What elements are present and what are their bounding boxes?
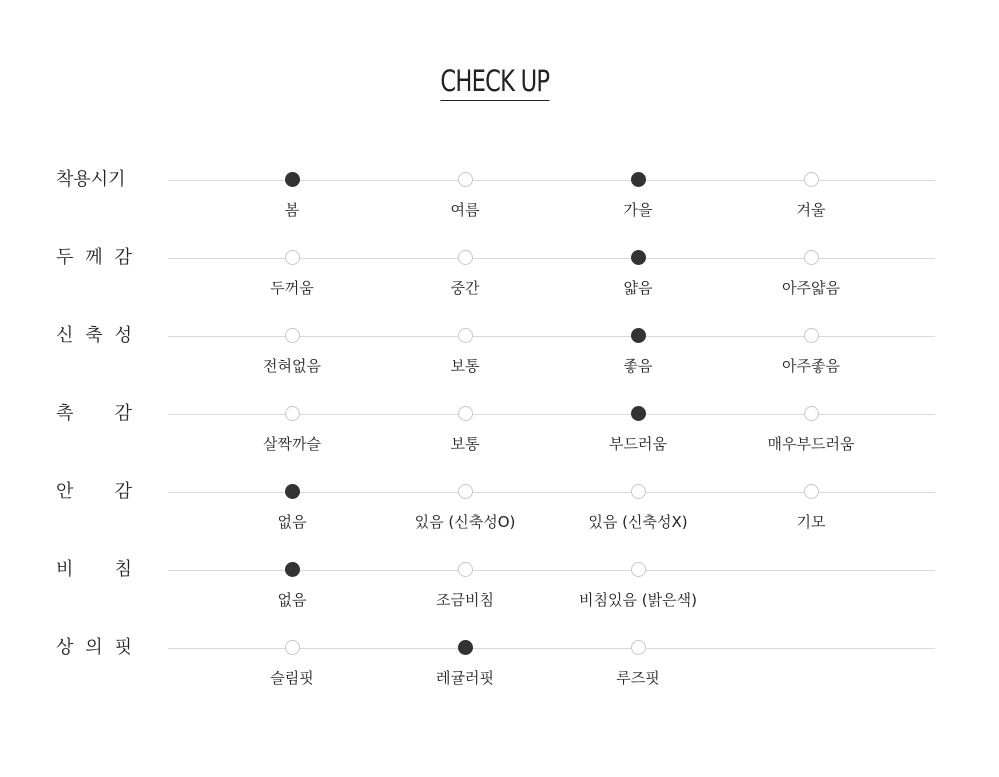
check-option xyxy=(212,640,372,688)
option-label: 보통 xyxy=(450,357,480,375)
check-option xyxy=(212,562,372,610)
option-label: 없음 xyxy=(277,513,307,531)
row-label xyxy=(56,168,132,192)
selected-dot-icon xyxy=(631,328,646,343)
check-option xyxy=(212,328,372,376)
check-option xyxy=(385,484,545,532)
unselected-dot-icon xyxy=(458,406,473,421)
check-option xyxy=(731,406,891,454)
row-label xyxy=(56,636,132,660)
option-label: 봄 xyxy=(284,201,300,219)
row-label-char: 성 xyxy=(114,325,132,346)
check-option xyxy=(558,250,718,298)
option-label: 여름 xyxy=(450,201,480,219)
selected-dot-icon xyxy=(285,172,300,187)
option-label: 루즈핏 xyxy=(616,669,660,687)
row-label-char: 의 xyxy=(85,637,103,658)
check-option xyxy=(385,172,545,220)
unselected-dot-icon xyxy=(804,250,819,265)
option-label: 매우부드러움 xyxy=(767,435,855,453)
unselected-dot-icon xyxy=(804,484,819,499)
row-label xyxy=(56,402,132,426)
check-option xyxy=(385,640,545,688)
option-label: 얇음 xyxy=(623,279,653,297)
option-label: 좋음 xyxy=(623,357,653,375)
option-label: 아주얇음 xyxy=(782,279,840,297)
check-option xyxy=(731,172,891,220)
unselected-dot-icon xyxy=(458,250,473,265)
checkup-row xyxy=(0,169,999,240)
row-label-char: 착용시기 xyxy=(56,169,126,190)
option-label: 가을 xyxy=(623,201,653,219)
checkup-row xyxy=(0,637,999,708)
row-label-char: 비 xyxy=(56,559,74,580)
check-option xyxy=(558,640,718,688)
row-label xyxy=(56,480,132,504)
unselected-dot-icon xyxy=(285,406,300,421)
page-title xyxy=(0,64,989,101)
unselected-dot-icon xyxy=(804,172,819,187)
checkup-row xyxy=(0,481,999,552)
check-option xyxy=(385,250,545,298)
selected-dot-icon xyxy=(285,484,300,499)
unselected-dot-icon xyxy=(285,328,300,343)
check-option xyxy=(558,406,718,454)
check-option xyxy=(212,172,372,220)
option-label: 살짝까슬 xyxy=(263,435,321,453)
unselected-dot-icon xyxy=(804,406,819,421)
option-label: 부드러움 xyxy=(609,435,667,453)
row-label xyxy=(56,246,132,270)
unselected-dot-icon xyxy=(631,562,646,577)
option-label: 기모 xyxy=(796,513,826,531)
unselected-dot-icon xyxy=(458,562,473,577)
row-label-char: 두 xyxy=(56,247,74,268)
unselected-dot-icon xyxy=(285,250,300,265)
check-option xyxy=(558,562,718,610)
page-title-text: CHECK UP xyxy=(440,64,549,101)
unselected-dot-icon xyxy=(285,640,300,655)
check-option xyxy=(731,484,891,532)
checkup-row xyxy=(0,559,999,630)
check-option xyxy=(385,562,545,610)
check-option xyxy=(558,172,718,220)
option-label: 겨울 xyxy=(796,201,826,219)
unselected-dot-icon xyxy=(458,484,473,499)
row-label-char: 침 xyxy=(114,559,132,580)
option-label: 있음 (신축성X) xyxy=(588,513,688,531)
row-label xyxy=(56,324,132,348)
checkup-row xyxy=(0,325,999,396)
unselected-dot-icon xyxy=(631,484,646,499)
checkup-row xyxy=(0,247,999,318)
check-option xyxy=(731,328,891,376)
option-label: 아주좋음 xyxy=(782,357,840,375)
checkup-row xyxy=(0,403,999,474)
row-label-char: 핏 xyxy=(114,637,132,658)
option-label: 비침있음 (밝은색) xyxy=(579,591,697,609)
unselected-dot-icon xyxy=(804,328,819,343)
row-label-char: 상 xyxy=(56,637,74,658)
selected-dot-icon xyxy=(285,562,300,577)
option-label: 전혀없음 xyxy=(263,357,321,375)
check-option xyxy=(558,328,718,376)
option-label: 없음 xyxy=(277,591,307,609)
check-option xyxy=(212,484,372,532)
unselected-dot-icon xyxy=(458,328,473,343)
option-label: 두꺼움 xyxy=(270,279,314,297)
unselected-dot-icon xyxy=(631,640,646,655)
selected-dot-icon xyxy=(631,250,646,265)
row-label-char: 축 xyxy=(85,325,103,346)
option-label: 레귤러핏 xyxy=(436,669,494,687)
check-option xyxy=(212,406,372,454)
row-label-char: 감 xyxy=(114,247,132,268)
row-label xyxy=(56,558,132,582)
option-label: 있음 (신축성O) xyxy=(414,513,516,531)
row-label-char: 께 xyxy=(85,247,103,268)
row-label-char: 안 xyxy=(56,481,74,502)
row-label-char: 신 xyxy=(56,325,74,346)
selected-dot-icon xyxy=(631,406,646,421)
check-option xyxy=(731,250,891,298)
selected-dot-icon xyxy=(631,172,646,187)
row-label-char: 촉 xyxy=(56,403,74,424)
option-label: 슬림핏 xyxy=(270,669,314,687)
check-option xyxy=(385,406,545,454)
check-option xyxy=(558,484,718,532)
option-label: 조금비침 xyxy=(436,591,494,609)
row-label-char: 감 xyxy=(114,403,132,424)
option-label: 중간 xyxy=(450,279,480,297)
selected-dot-icon xyxy=(458,640,473,655)
unselected-dot-icon xyxy=(458,172,473,187)
check-option xyxy=(212,250,372,298)
option-label: 보통 xyxy=(450,435,480,453)
row-label-char: 감 xyxy=(114,481,132,502)
check-option xyxy=(385,328,545,376)
